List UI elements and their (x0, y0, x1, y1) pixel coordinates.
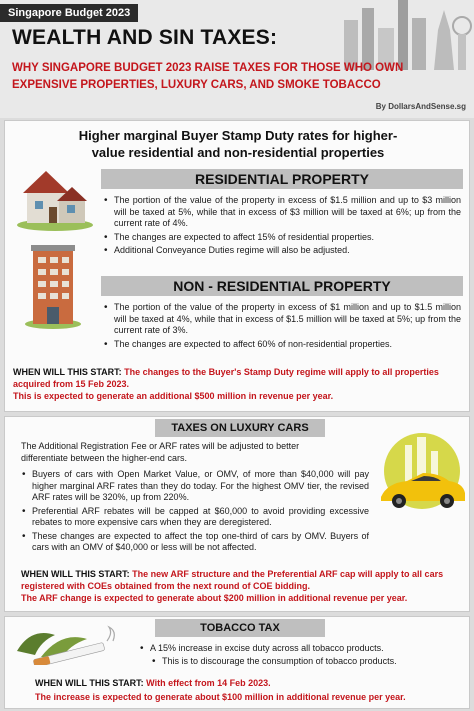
when-text: With effect from 14 Feb 2023. (146, 678, 271, 688)
when-label: WHEN WILL THIS START: (35, 678, 144, 688)
stamp-duty-when (13, 367, 463, 390)
residential-property-band: RESIDENTIAL PROPERTY (101, 169, 463, 189)
when-text: The changes to the Buyer's Stamp Duty regime will apply to all properties acquired from 15 Feb 2023. (13, 367, 439, 389)
car-illustration (377, 431, 467, 519)
non-residential-property-band: NON - RESIDENTIAL PROPERTY (101, 276, 463, 296)
list-item: • The portion of the value of the property in excess of $1.5 million and up to $3 million will be taxed at 5%, while that in excess of $3 million will be taxed at 6%; up from the current rate of 4%. (103, 195, 461, 230)
list-item: • These changes are expected to affect the top one-third of cars by OMV. Buyers of cars with an OMV of $40,000 or less will be not affected. (21, 531, 369, 554)
list-item: • This is to discourage the consumption of tobacco products. (151, 656, 459, 668)
list-item: • Preferential ARF rebates will be capped at $60,000 to avoid providing excessive rebates to more expensive cars when they are deregistered. (21, 506, 369, 529)
luxury-cars-intro: The Additional Registration Fee or ARF rates will be adjusted to better differentiate between the higher-end cars. (21, 441, 300, 463)
tobacco-panel (4, 616, 470, 709)
residential-bullets (103, 195, 461, 259)
luxury-cars-revenue: The ARF change is expected to generate about $200 million in additional revenue per year. (21, 593, 408, 603)
tobacco-sub-bullets (139, 656, 459, 670)
list-item: • The portion of the value of the property in excess of $1 million and up to $1.5 million will be taxed at 4%, while that in excess of $1.5 million will be taxed at 5%; up from the current rate of 3%. (103, 302, 461, 337)
when-label: WHEN WILL THIS START: (13, 367, 122, 377)
list-item: • Additional Conveyance Duties regime will also be adjusted. (103, 245, 461, 257)
tobacco-revenue: The increase is expected to generate about $100 million in additional revenue per year. (35, 692, 406, 702)
stamp-duty-revenue: This is expected to generate an additional $500 million in revenue per year. (13, 391, 334, 401)
luxury-cars-band: TAXES ON LUXURY CARS (155, 419, 325, 437)
luxury-cars-when (21, 569, 465, 592)
page-subtitle: WHY SINGAPORE BUDGET 2023 RAISE TAXES FOR THOSE WHO OWN EXPENSIVE PROPERTIES, LUXURY CARS, AND SMOKE TOBACCO (12, 62, 404, 91)
byline: By DollarsAndSense.sg (375, 102, 466, 111)
header (0, 0, 474, 118)
list-item: • Buyers of cars with Open Market Value, or OMV, of more than $40,000 will pay higher marginal ARF rates than they do today. For the highest OMV tier, the revised ARF rates will be 320%, up from 220%. (21, 469, 369, 504)
luxury-cars-bullets (21, 469, 369, 556)
header-tag: Singapore Budget 2023 (0, 4, 138, 22)
stamp-duty-panel (4, 120, 470, 412)
when-label: WHEN WILL THIS START: (21, 569, 130, 579)
house-illustration (15, 161, 95, 231)
when-text: The new ARF structure and the Preferential ARF cap will apply to all cars registered with COEs obtained from the next round of COE bidding. (21, 569, 444, 591)
tobacco-band: TOBACCO TAX (155, 619, 325, 637)
cigarette-illustration (11, 621, 121, 665)
tobacco-bullets (139, 643, 459, 657)
stamp-duty-heading: Higher marginal Buyer Stamp Duty rates for higher-value residential and non-residential properties (78, 128, 398, 160)
building-illustration (23, 239, 83, 329)
list-item: • The changes are expected to affect 60% of non-residential properties. (103, 339, 461, 351)
list-item: • The changes are expected to affect 15% of residential properties. (103, 232, 461, 244)
list-item: • A 15% increase in excise duty across all tobacco products. (139, 643, 459, 655)
tobacco-when (35, 678, 465, 690)
non-residential-bullets (103, 302, 461, 352)
page-title: WEALTH AND SIN TAXES: (12, 26, 278, 49)
luxury-cars-panel (4, 416, 470, 612)
